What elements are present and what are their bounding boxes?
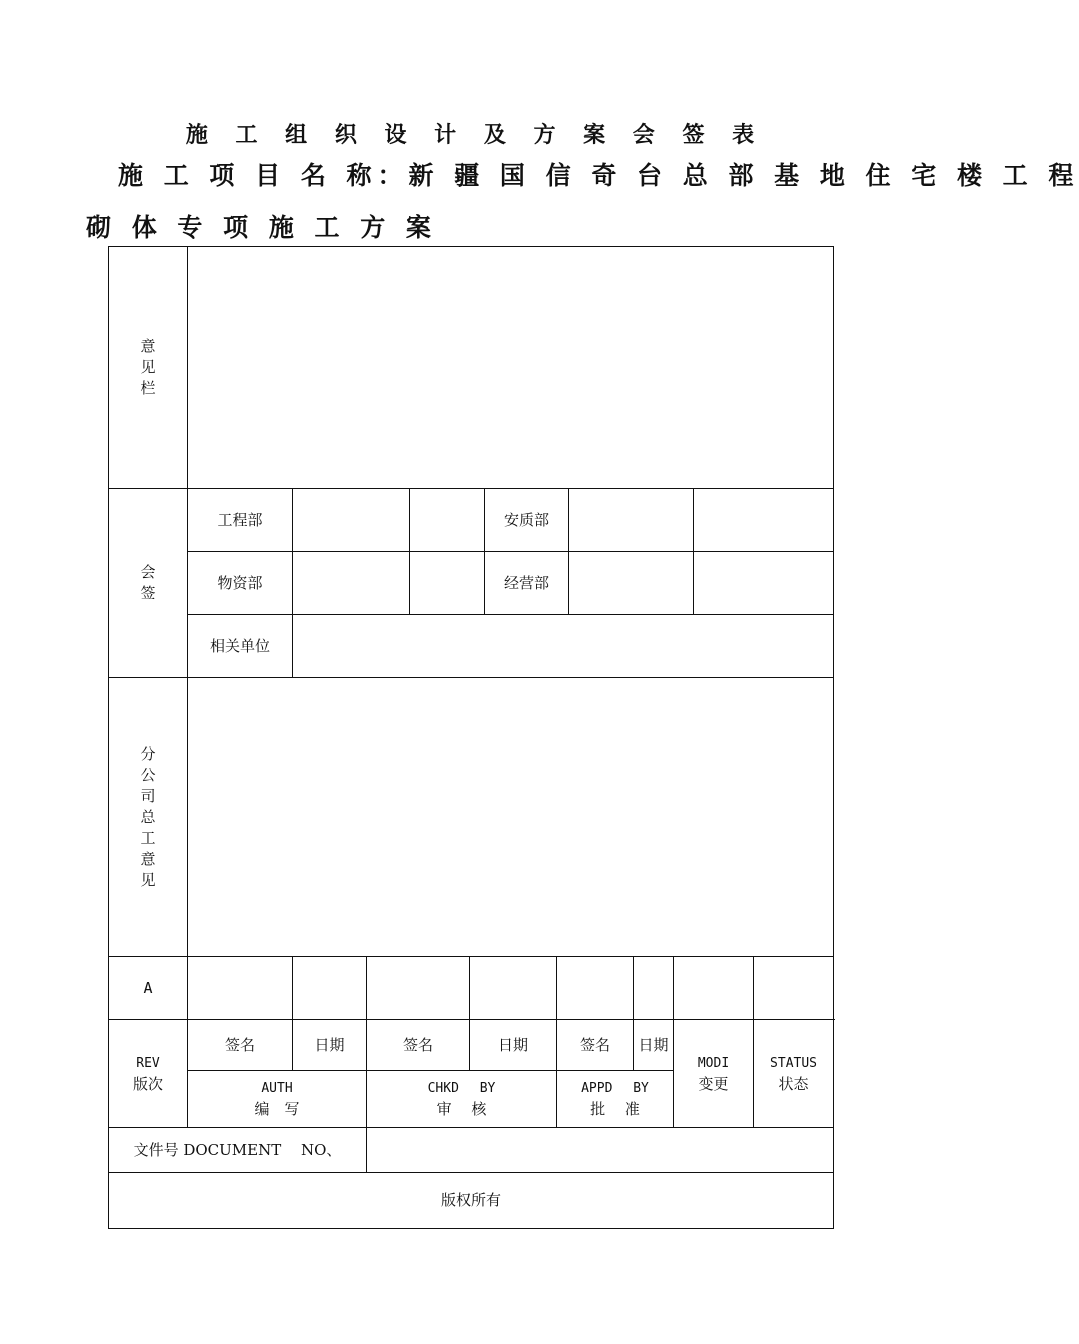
- revision-a-label: A: [109, 957, 188, 1020]
- dept-engineering-date[interactable]: [410, 489, 485, 552]
- rev-a-auth-sign[interactable]: [188, 957, 293, 1020]
- rev-a-auth-date[interactable]: [293, 957, 367, 1020]
- countersign-form-table: [108, 246, 834, 1229]
- chkd-sign-header: 签名: [367, 1020, 470, 1071]
- project-name-line: 施 工 项 目 名 称：新 疆 国 信 奇 台 总 部 基 地 住 宅 楼 工 程: [118, 161, 1079, 190]
- related-units-field[interactable]: [293, 615, 834, 678]
- related-units-label: 相关单位: [188, 615, 293, 678]
- auth-date-header: 日期: [293, 1020, 367, 1071]
- form-title: 施 工 组 织 设 计 及 方 案 会 签 表: [185, 122, 765, 148]
- countersign-label: 会 签: [109, 489, 188, 678]
- dept-safety-quality-date[interactable]: [694, 489, 834, 552]
- dept-operations-date[interactable]: [694, 552, 834, 615]
- branch-chief-engineer-label: 分 公 司 总 工 意 见: [109, 678, 188, 957]
- status-header: STATUS 状态: [754, 1020, 834, 1128]
- dept-materials: 物资部: [188, 552, 293, 615]
- chkd-date-header: 日期: [470, 1020, 557, 1071]
- dept-operations-sign[interactable]: [569, 552, 694, 615]
- project-scheme-line: 砌 体 专 项 施 工 方 案: [86, 213, 437, 242]
- rev-a-chkd-date[interactable]: [470, 957, 557, 1020]
- dept-operations: 经营部: [485, 552, 569, 615]
- document-no-label: 文件号 DOCUMENT NO、: [109, 1128, 367, 1173]
- dept-safety-quality: 安质部: [485, 489, 569, 552]
- appd-date-header: 日期: [634, 1020, 674, 1071]
- auth-header: AUTH 编 写: [188, 1071, 367, 1128]
- chkd-header: CHKD BY 审 核: [367, 1071, 557, 1128]
- opinion-label: 意 见 栏: [109, 247, 188, 489]
- auth-sign-header: 签名: [188, 1020, 293, 1071]
- copyright-notice: 版权所有: [109, 1173, 834, 1229]
- appd-header: APPD BY 批 准: [557, 1071, 674, 1128]
- rev-label: REV 版次: [109, 1020, 188, 1128]
- rev-a-modi[interactable]: [674, 957, 754, 1020]
- dept-safety-quality-sign[interactable]: [569, 489, 694, 552]
- dept-materials-date[interactable]: [410, 552, 485, 615]
- dept-materials-sign[interactable]: [293, 552, 410, 615]
- document-no-field[interactable]: [367, 1128, 834, 1173]
- dept-engineering: 工程部: [188, 489, 293, 552]
- rev-a-appd-date[interactable]: [634, 957, 674, 1020]
- appd-sign-header: 签名: [557, 1020, 634, 1071]
- modi-header: MODI 变更: [674, 1020, 754, 1128]
- rev-a-status[interactable]: [754, 957, 834, 1020]
- rev-a-appd-sign[interactable]: [557, 957, 634, 1020]
- dept-engineering-sign[interactable]: [293, 489, 410, 552]
- opinion-field[interactable]: [188, 247, 834, 489]
- branch-chief-engineer-field[interactable]: [188, 678, 834, 957]
- rev-a-chkd-sign[interactable]: [367, 957, 470, 1020]
